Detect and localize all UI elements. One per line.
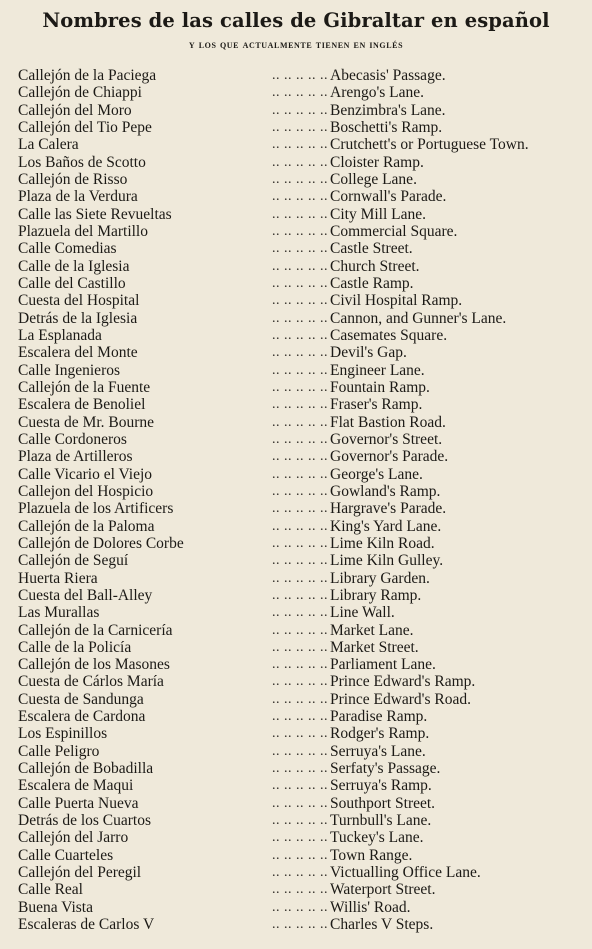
list-item [18,275,588,292]
spanish-street-name: Callejón del Tio Pepe [18,118,152,136]
spanish-street-name: Cuesta de Mr. Bourne [18,413,155,431]
list-item [18,847,588,864]
english-street-name: Casemates Square. [330,326,448,344]
spanish-street-name: Calle de la Policía [18,638,132,656]
dot-leader: .. .. .. .. .. [272,379,328,395]
spanish-street-name: Calle las Siete Revueltas [18,205,172,223]
list-item [18,673,588,690]
spanish-street-name: Los Baños de Scotto [18,153,146,171]
spanish-street-name: Escalera de Benoliel [18,396,146,414]
english-street-name: Charles V Steps. [330,916,434,934]
spanish-street-name: Escaleras de Carlos V [18,916,155,934]
english-street-name: Victualling Office Lane. [330,864,481,882]
list-item [18,466,588,483]
spanish-street-name: Plazuela de los Artificers [18,500,174,518]
english-street-name: Cannon, and Gunner's Lane. [330,309,507,327]
spanish-street-name: Cuesta de Sandunga [18,690,144,708]
spanish-street-name: Plaza de Artilleros [18,448,133,466]
english-street-name: Boschetti's Ramp. [330,118,443,136]
spanish-street-name: Plaza de la Verdura [18,188,138,206]
list-item [18,154,588,171]
dot-leader: .. .. .. .. .. [272,830,328,846]
spanish-street-name: Callejón de Dolores Corbe [18,534,184,552]
dot-leader: .. .. .. .. .. [272,345,328,361]
english-street-name: Prince Edward's Ramp. [330,673,476,691]
dot-leader: .. .. .. .. .. [272,241,328,257]
dot-leader: .. .. .. .. .. [272,882,328,898]
list-item [18,777,588,794]
english-street-name: Prince Edward's Road. [330,690,471,708]
list-item [18,587,588,604]
english-street-name: Line Wall. [330,604,395,622]
spanish-street-name: Callejón de Risso [18,170,128,188]
dot-leader: .. .. .. .. .. [272,258,328,274]
english-street-name: Cornwall's Parade. [330,188,447,206]
dot-leader: .. .. .. .. .. [272,119,328,135]
list-item [18,916,588,933]
english-street-name: Rodger's Ramp. [330,725,430,743]
list-item [18,171,588,188]
english-street-name: George's Lane. [330,465,423,483]
list-item [18,760,588,777]
spanish-street-name: Cuesta del Ball-Alley [18,586,153,604]
dot-leader: .. .. .. .. .. [272,483,328,499]
list-item [18,656,588,673]
list-item [18,864,588,881]
spanish-street-name: Detrás de los Cuartos [18,812,152,830]
english-street-name: Library Garden. [330,569,430,587]
list-item [18,362,588,379]
dot-leader: .. .. .. .. .. [272,137,328,153]
english-street-name: Town Range. [330,846,413,864]
dot-leader: .. .. .. .. .. [272,691,328,707]
list-item [18,396,588,413]
spanish-street-name: Calle del Castillo [18,274,126,292]
spanish-street-name: Callejón de la Paciega [18,67,157,84]
list-item [18,622,588,639]
dot-leader: .. .. .. .. .. [272,535,328,551]
dot-leader: .. .. .. .. .. [272,726,328,742]
list-item [18,899,588,916]
dot-leader: .. .. .. .. .. [272,85,328,101]
dot-leader: .. .. .. .. .. [272,189,328,205]
dot-leader: .. .. .. .. .. [272,709,328,725]
english-street-name: Lime Kiln Road. [330,534,435,552]
list-item [18,743,588,760]
spanish-street-name: Escalera de Cardona [18,708,146,726]
english-street-name: Willis' Road. [330,898,411,916]
english-street-name: Engineer Lane. [330,361,425,379]
dot-leader: .. .. .. .. .. [272,171,328,187]
english-street-name: Fountain Ramp. [330,378,430,396]
english-street-name: Market Street. [330,638,419,656]
dot-leader: .. .. .. .. .. [272,587,328,603]
list-item [18,379,588,396]
dot-leader: .. .. .. .. .. [272,622,328,638]
english-street-name: Arengo's Lane. [330,84,425,102]
list-item [18,812,588,829]
english-street-name: Southport Street. [330,794,436,812]
spanish-street-name: Calle Comedias [18,240,117,258]
dot-leader: .. .. .. .. .. [272,899,328,915]
dot-leader: .. .. .. .. .. [272,813,328,829]
spanish-street-name: Calle Vicario el Viejo [18,465,153,483]
spanish-street-name: Callejón de la Fuente [18,378,151,396]
dot-leader: .. .. .. .. .. [272,223,328,239]
spanish-street-name: Callejón del Jarro [18,829,129,847]
english-street-name: Castle Street. [330,240,413,258]
english-street-name: Governor's Parade. [330,448,449,466]
english-street-name: Castle Ramp. [330,274,414,292]
list-item [18,483,588,500]
spanish-street-name: Las Murallas [18,604,100,622]
list-item [18,829,588,846]
spanish-street-name: Los Espinillos [18,725,108,743]
page-subtitle: y los que actualmente tienen en inglés [188,39,404,51]
list-item [18,795,588,812]
spanish-street-name: La Esplanada [18,326,102,344]
spanish-street-name: La Calera [18,136,79,154]
spanish-street-name: Detrás de la Iglesia [18,309,138,327]
dot-leader: .. .. .. .. .. [272,206,328,222]
dot-leader: .. .. .. .. .. [272,847,328,863]
dot-leader: .. .. .. .. .. [272,570,328,586]
english-street-name: Governor's Street. [330,430,443,448]
english-street-name: Gowland's Ramp. [330,482,441,500]
list-item [18,431,588,448]
spanish-street-name: Escalera del Monte [18,344,138,362]
english-street-name: Paradise Ramp. [330,708,428,726]
dot-leader: .. .. .. .. .. [272,743,328,759]
english-street-name: Turnbull's Lane. [330,812,432,830]
list-item [18,136,588,153]
list-item [18,518,588,535]
list-item [18,223,588,240]
list-item [18,240,588,257]
dot-leader: .. .. .. .. .. [272,917,328,933]
dot-leader: .. .. .. .. .. [272,154,328,170]
spanish-street-name: Calle Cordoneros [18,430,127,448]
spanish-street-name: Cuesta del Hospital [18,292,140,310]
dot-leader: .. .. .. .. .. [272,501,328,517]
list-item [18,552,588,569]
list-item [18,725,588,742]
spanish-street-name: Cuesta de Cárlos María [18,673,164,691]
english-street-name: Waterport Street. [330,881,436,899]
dot-leader: .. .. .. .. .. [272,553,328,569]
english-street-name: Library Ramp. [330,586,422,604]
list-item [18,258,588,275]
dot-leader: .. .. .. .. .. [272,639,328,655]
dot-leader: .. .. .. .. .. [272,310,328,326]
english-street-name: Fraser's Ramp. [330,396,423,414]
list-item [18,708,588,725]
english-street-name: Cloister Ramp. [330,153,424,171]
spanish-street-name: Callejón de Chiappi [18,84,142,102]
list-item [18,881,588,898]
list-item [18,84,588,101]
english-street-name: City Mill Lane. [330,205,427,223]
dot-leader: .. .. .. .. .. [272,761,328,777]
list-item [18,67,588,84]
english-street-name: King's Yard Lane. [330,517,442,535]
spanish-street-name: Escalera de Maqui [18,777,134,795]
spanish-street-name: Callejon del Hospicio [18,482,154,500]
dot-leader: .. .. .. .. .. [272,795,328,811]
english-street-name: Serfaty's Passage. [330,760,441,778]
list-item [18,119,588,136]
spanish-street-name: Callejón de la Carnicería [18,621,173,639]
english-street-name: Commercial Square. [330,222,458,240]
english-street-name: Parliament Lane. [330,656,436,674]
spanish-street-name: Callejón del Moro [18,101,132,119]
dot-leader: .. .. .. .. .. [272,466,328,482]
spanish-street-name: Callejón de la Paloma [18,517,155,535]
list-item [18,414,588,431]
spanish-street-name: Callejón de los Masones [18,656,170,674]
spanish-street-name: Huerta Riera [18,569,98,587]
dot-leader: .. .. .. .. .. [272,275,328,291]
english-street-name: Benzimbra's Lane. [330,101,446,119]
dot-leader: .. .. .. .. .. [272,518,328,534]
spanish-street-name: Calle de la Iglesia [18,257,130,275]
list-item [18,691,588,708]
list-item [18,535,588,552]
english-street-name: College Lane. [330,170,417,188]
list-item [18,639,588,656]
dot-leader: .. .. .. .. .. [272,397,328,413]
spanish-street-name: Calle Puerta Nueva [18,794,139,812]
page-title: Nombres de las calles de Gibraltar en español [42,9,550,32]
dot-leader: .. .. .. .. .. [272,431,328,447]
list-item [18,570,588,587]
spanish-street-name: Plazuela del Martillo [18,222,148,240]
list-item [18,604,588,621]
english-street-name: Church Street. [330,257,420,275]
street-name-list [18,67,588,933]
dot-leader: .. .. .. .. .. [272,327,328,343]
dot-leader: .. .. .. .. .. [272,449,328,465]
english-street-name: Crutchett's or Portuguese Town. [330,136,529,154]
dot-leader: .. .. .. .. .. [272,414,328,430]
dot-leader: .. .. .. .. .. [272,68,328,83]
spanish-street-name: Calle Cuarteles [18,846,114,864]
list-item [18,344,588,361]
list-item [18,102,588,119]
english-street-name: Serruya's Ramp. [330,777,432,795]
dot-leader: .. .. .. .. .. [272,293,328,309]
spanish-street-name: Calle Real [18,881,83,899]
dot-leader: .. .. .. .. .. [272,605,328,621]
dot-leader: .. .. .. .. .. [272,102,328,118]
english-street-name: Civil Hospital Ramp. [330,292,463,310]
english-street-name: Market Lane. [330,621,414,639]
spanish-street-name: Callejón de Bobadilla [18,760,154,778]
english-street-name: Tuckey's Lane. [330,829,424,847]
list-item [18,292,588,309]
spanish-street-name: Buena Vista [18,898,93,916]
english-street-name: Lime Kiln Gulley. [330,552,444,570]
dot-leader: .. .. .. .. .. [272,657,328,673]
spanish-street-name: Calle Peligro [18,742,100,760]
spanish-street-name: Callejón de Seguí [18,552,129,570]
list-item [18,188,588,205]
spanish-street-name: Calle Ingenieros [18,361,121,379]
dot-leader: .. .. .. .. .. [272,778,328,794]
dot-leader: .. .. .. .. .. [272,865,328,881]
list-item [18,448,588,465]
dot-leader: .. .. .. .. .. [272,674,328,690]
list-item [18,206,588,223]
list-item [18,310,588,327]
list-item [18,327,588,344]
english-street-name: Serruya's Lane. [330,742,426,760]
list-item [18,500,588,517]
spanish-street-name: Callejón del Peregil [18,864,142,882]
english-street-name: Abecasis' Passage. [330,67,446,84]
english-street-name: Hargrave's Parade. [330,500,447,518]
dot-leader: .. .. .. .. .. [272,362,328,378]
english-street-name: Devil's Gap. [330,344,407,362]
english-street-name: Flat Bastion Road. [330,413,446,431]
